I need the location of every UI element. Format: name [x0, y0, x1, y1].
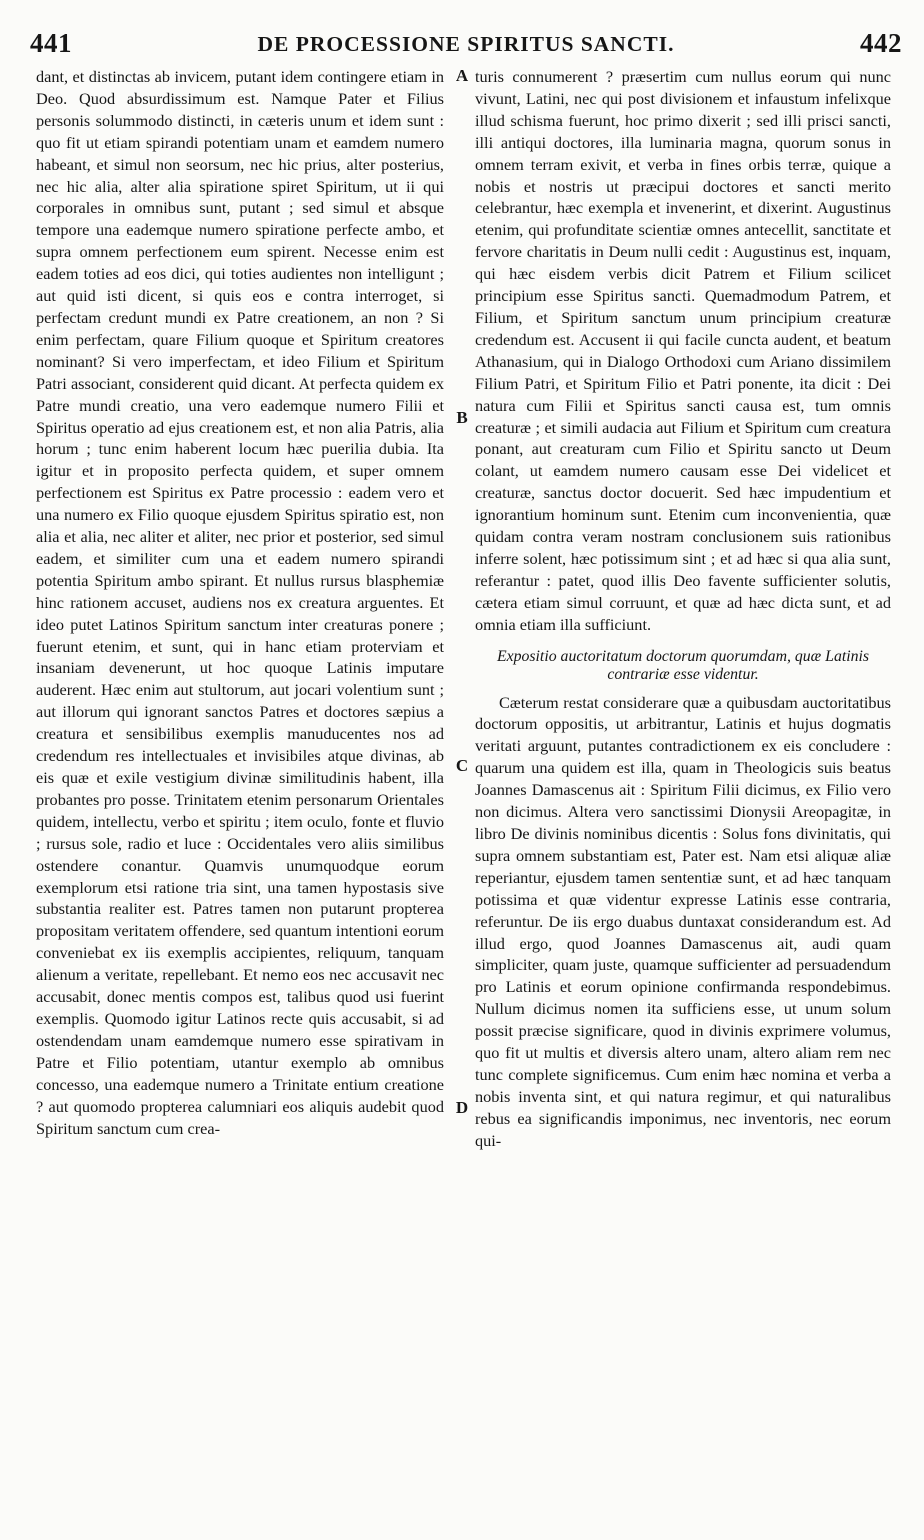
section-heading: Expositio auctoritatum doctorum quorumdam, quæ Latinis contrariæ esse videntur. — [496, 647, 870, 683]
right-column — [475, 66, 891, 1152]
running-header — [30, 28, 902, 62]
left-page-number: 441 — [30, 28, 72, 58]
margin-marker-a: A — [455, 66, 469, 85]
right-paragraph-1: turis connumerent ? præsertim cum nullus eorum qui nunc vivunt, Latini, nec qui post divisionem et infaustum infelixque illud schisma fuerunt, hoc primo dixerit ; sed illi prisci sancti, illi antiqui doctores, illa luminaria magna, quorum sonus in omnem terram exivit, et verba in fines orbis terræ, quique a nobis et nostris ut præcipui doctores et sancti merito celebrantur, hæc exempla et invenerint, et dixerint. Augustinus etenim, qui profunditate scientiæ omnes antecellit, sanctitate et fervore charitatis in Deum nulli cedit : Augustinus est, inquam, qui hæc eisdem verbis dicit Patrem et Filium scilicet principium esse Spiritus sancti. Quemadmodum Patrem, et Filium, et Spiritum sanctum unum principium creaturæ credendum est. Accusent ii qui facile cuncta audent, et beatum Athanasium, qui in Dialogo Orthodoxi cum Ariano dissimilem Filium Patri, et Spiritum Filio et Patri ponente, ita dicit : Dei natura cum Filii et Spiritus sancti causa est, tum omnis creaturæ ; et simili audacia aut Filium et Spiritum cum creatura ponant, aut creaturam cum Filio et Spiritu sancto ut Deum colant, ut eamdem numero causam esse Dei videlicet et creaturæ, sanctus doctor docuerit. Sed hæc impudentium et ignorantium hominum sunt. Etenim cum inconvenientia, quæ quidam contra veram nostram conclusionem suis rationibus inferre solent, hæc potissimum sint ; et ad hæc si qua alia sunt, referantur : patet, quod illis Deo favente sufficienter solutis, cætera etiam simul corruunt, et quæ ad hæc dicta sunt, et ad omnia etiam illa sufficiunt. — [475, 67, 891, 634]
left-column-text: dant, et distinctas ab invicem, putant idem contingere etiam in Deo. Quod absurdissimum est. Namque Pater et Filius personis solummodo distincti, in cæteris unum et idem sunt : quo fit ut etiam spirandi potentiam unam et eamdem numero habeant, et simul non seorsum, nec hic prius, alter posterius, nec hic alia, alter alia spiratione spiret Spiritum, ut ii qui corporales in omnibus sunt, putant ; sed simul et absque tempore una eademque numero spiratione perfecte ambo, et supra omnem perfectionem eum spirent. Necesse enim est eadem toties ad eos dici, qui toties audientes non intelligunt ; aut quid isti dicent, si quis eos e contra interroget, si perfectam credunt mundi ex Patre creationem, an non ? Si enim perfectam, quare Filium quoque et Spiritum creatores nominant? Si vero imperfectam, et ideo Filium et Spiritum Patri associant, considerent quid dicant. At perfecta quidem ex Patre mundi creatio, una vero eademque numero Filii et Spiritus operatio ad ejus creationem est, et non alia Patris, alia horum ; tunc enim haberent locum hæc puerilia dubia. Ita igitur et in proposito perfecta quidem, et super omnem perfectionem est Spiritus ex Patre processio : eadem vero et una numero ex Filio quoque ejusdem Spiritus spiratio est, non alia et alia, nec aliter et aliter, nec prior et posterior, sed simul eadem, et similiter cum una et eadem numero spirandi potentia Spiritum ambo spirant. Et nullus rursus blasphemiæ hinc rationem accuset, audiens nos ex creatura arguentes. Et ideo putet Latinos Spiritum sanctum inter creaturas ponere ; fuerunt etenim, et sunt, qui in hanc etiam proterviam et insaniam devenerunt, ut hoc quoque Latinis imputare auderent. Hæc enim aut stultorum, aut jocari volentium sunt ; aut illorum qui ignorant sanctos Patres et doctores sæpius a creatura et sensibilibus exemplis manuducentes nos ad credendum res intellectuales et invisibiles atque divinas, ab eis quæ et exile vestigium divinæ similitudinis habent, illa probantes pro posse. Trinitatem etenim personarum Orientales quidem, intellectu, verbo et spiritu ; item oculo, fonte et fluvio ; rursus sole, radio et luce : Occidentales vero aliis similibus ostendere conantur. Quamvis unumquodque eorum exemplorum etsi ratione tria sint, una tamen hypostasis sive substantia realiter est. Patres tamen non putarunt propterea propositam veritatem offendere, sed quantum intentioni eorum conveniebat ex iis exemplis accipientes, reliquum, tanquam alienum a veritate, repellebant. Et nemo eos nec accusavit nec accusabit, donec mentis compos est, talibus quod usi fuerint exemplis. Quomodo igitur Latinos recte quis accusabit, si ad ostendendam unam eamdemque numero esse spirativam in Patre et Filio potentiam, utantur exemplo ab omnibus concesso, una eademque numero a Trinitate entium creatione ? aut quomodo propterea calumniari eos aliquis audebit quod Spiritum sanctum cum crea- — [36, 67, 444, 1138]
right-page-number: 442 — [860, 28, 902, 58]
margin-marker-b: B — [456, 408, 468, 427]
right-paragraph-2: Cæterum restat considerare quæ a quibusdam auctoritatibus doctorum oppositis, ut arbitrantur, Latinis et hujus dogmatis veritati arguunt, putantes contradictionem ex eis concludere : quarum una quidem est illa, quam in Theologicis suis beatus Joannes Damascenus ait : Spiritum Filii dicimus, ex Filio vero non dicimus. Altera vero sanctissimi Dionysii Areopagitæ, in libro De divinis nominibus dicentis : Solus fons divinitatis, qui supra omnem substantiam est, Pater est. Nam etsi aliquæ aliæ reperiantur, ejusdem tamen sententiæ sunt, et ad hæc tanquam potissima et quæ videntur expresse Latinis esse contraria, referuntur. De iis ergo duabus duntaxat considerandum est. Ad illud ergo, quod Joannes Damascenus ait, audi quam simpliciter, quam juste, quamque sufficienter ad persuadendum pro Latinis et eorum opinione confirmanda respondebimus. Nullum dicimus nomen ita sufficiens esse, ut unum solum possit præcise significare, quod in divinis exprimere volumus, quo fit ut multis et diversis altero unam, altero aliam rem nec tunc complete significemus. Cum enim hæc nomina et verba a nobis inventa sint, et qui natura regimur, et qui naturalibus rebus ea significandis imponimus, nec inventoris, nec eorum qui- — [475, 692, 891, 1150]
running-title: DE PROCESSIONE SPIRITUS SANCTI. — [257, 32, 675, 56]
left-column — [36, 66, 444, 1139]
margin-marker-c: C — [455, 756, 469, 775]
margin-marker-d: D — [455, 1098, 469, 1117]
